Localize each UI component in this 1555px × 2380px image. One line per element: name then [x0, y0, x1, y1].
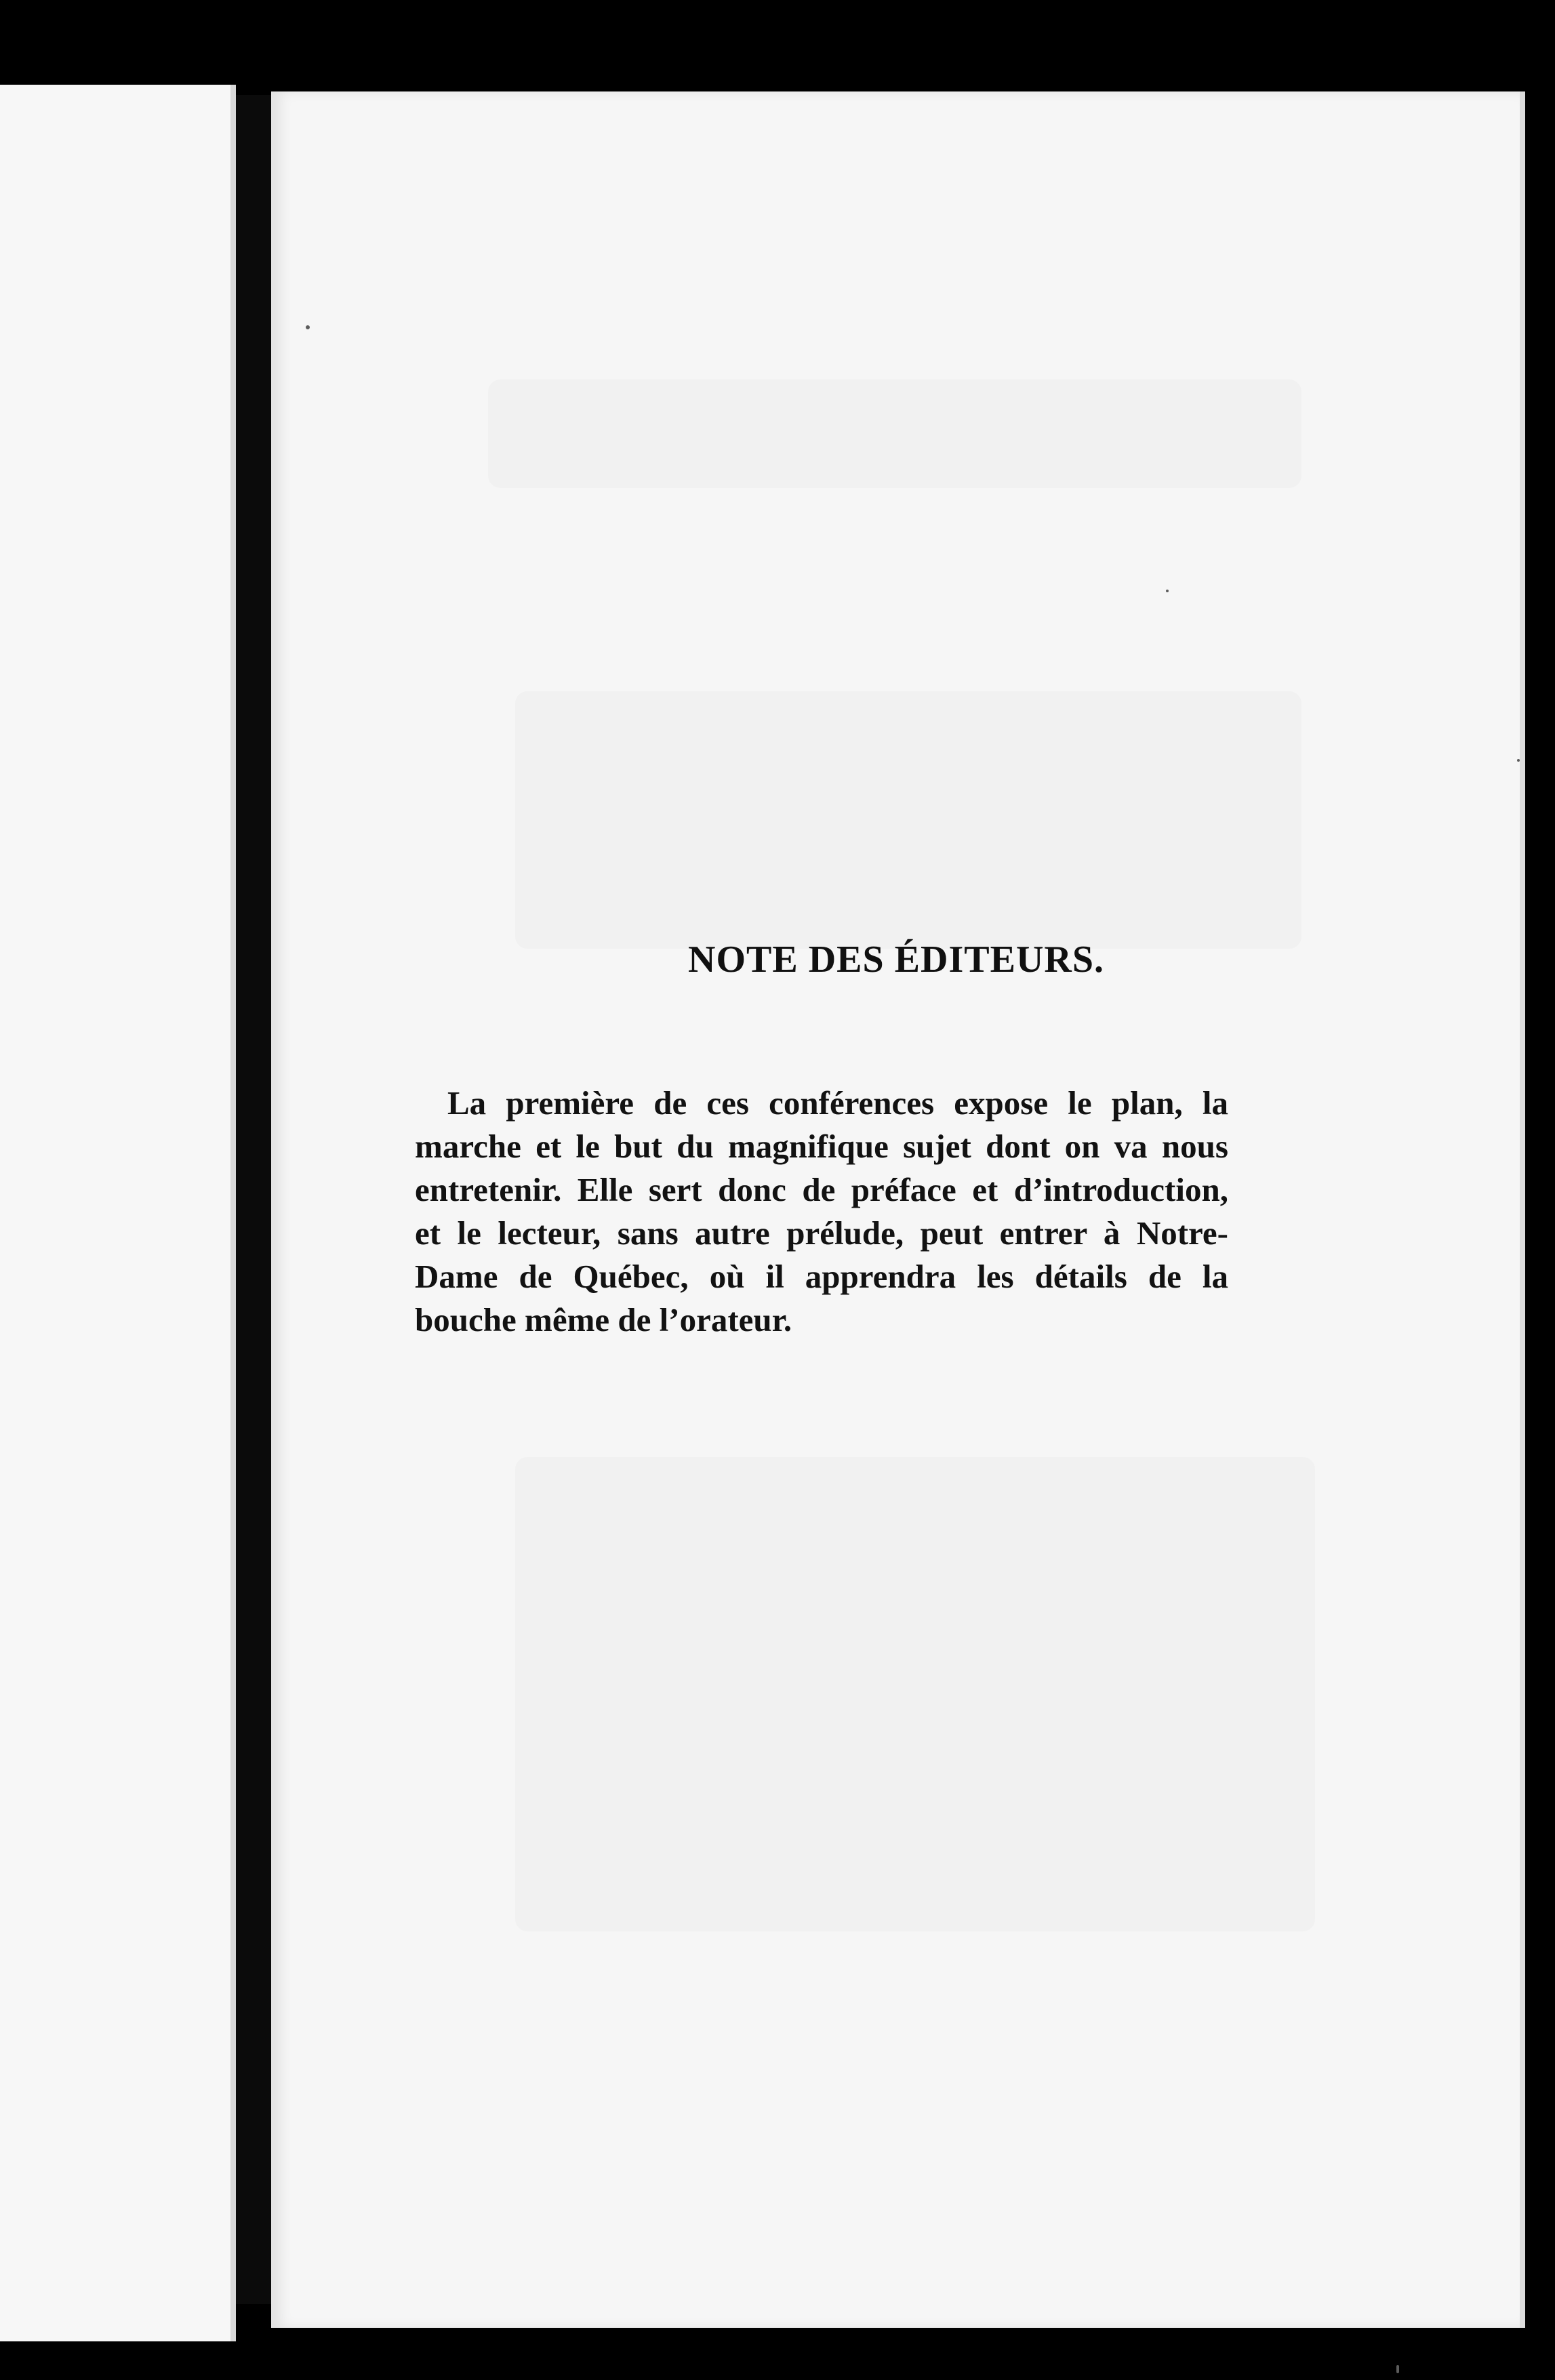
left-page	[0, 85, 234, 2341]
editors-note-paragraph	[415, 1082, 1228, 1342]
paragraph-line: entretenir. Elle sert donc de préface et d’introduction,	[415, 1171, 1228, 1208]
paper-speck	[1517, 759, 1520, 762]
right-page-edge	[1520, 91, 1525, 2328]
paragraph-line: Dame de Québec, où il apprendra les détails de la	[415, 1258, 1228, 1295]
paragraph-line: marche et le but du magnifique sujet dont on va nous	[415, 1128, 1228, 1165]
paragraph-line: bouche même de l’orateur.	[415, 1301, 792, 1338]
paragraph-line: et le lecteur, sans autre prélude, peut entrer à Notre-	[415, 1214, 1228, 1252]
paper-speck	[1396, 2365, 1399, 2373]
editors-note-title: NOTE DES ÉDITEURS.	[688, 939, 1104, 981]
paper-speck	[1166, 590, 1169, 592]
left-page-edge	[230, 85, 236, 2341]
paragraph-line: La première de ces conférences expose le plan, la	[447, 1084, 1228, 1122]
paper-speck	[306, 325, 310, 329]
